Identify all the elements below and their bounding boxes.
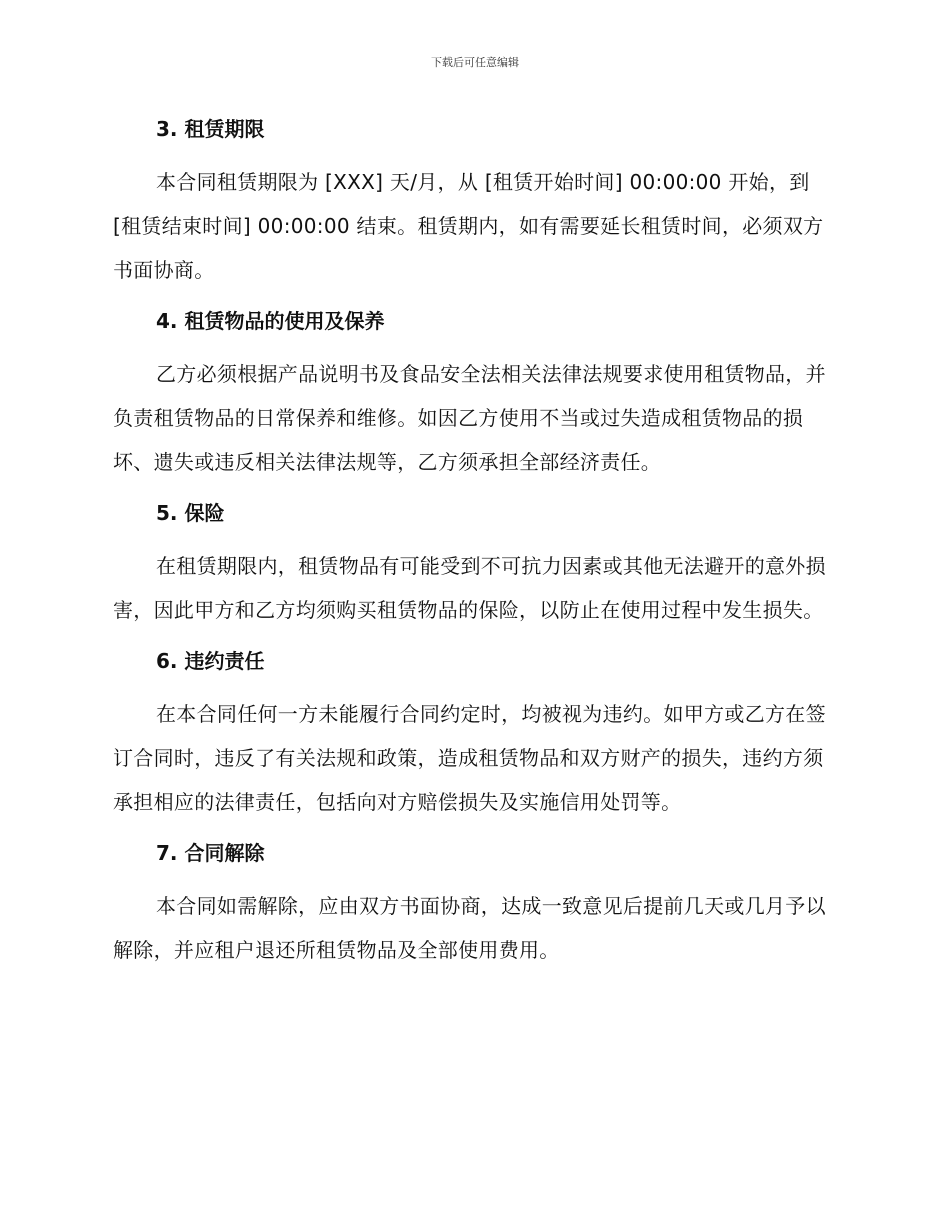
- section-paragraph: 在租赁期限内，租赁物品有可能受到不可抗力因素或其他无法避开的意外损害，因此甲方和乙方均须购买租赁物品的保险，以防止在使用过程中发生损失。: [113, 554, 826, 622]
- section-insurance: [113, 494, 835, 632]
- section-use-and-maintenance: [113, 302, 835, 484]
- section-paragraph: 乙方必须根据产品说明书及食品安全法相关法律法规要求使用租赁物品，并负责租赁物品的日常保养和维修。如因乙方使用不当或过失造成租赁物品的损坏、遗失或违反相关法律法规等，乙方须承担全部经济责任。: [113, 362, 826, 474]
- section-paragraph: 本合同租赁期限为 [XXX] 天/月，从 [租赁开始时间] 00:00:00 开始，到 [租赁结束时间] 00:00:00 结束。租赁期内，如有需要延长租赁时间，必须双方书面协商。: [113, 170, 824, 282]
- section-title: 5. 保险: [156, 501, 225, 525]
- section-title: 4. 租赁物品的使用及保养: [156, 309, 385, 333]
- section-title: 6. 违约责任: [156, 649, 265, 673]
- section-title: 7. 合同解除: [156, 841, 265, 865]
- section-termination: [113, 834, 835, 972]
- section-paragraph: 本合同如需解除，应由双方书面协商，达成一致意见后提前几天或几月予以解除，并应租户退还所租赁物品及全部使用费用。: [113, 894, 826, 962]
- section-breach-liability: [113, 642, 835, 824]
- section-title: 3. 租赁期限: [156, 117, 265, 141]
- page-header: 下载后可任意编辑: [431, 56, 519, 69]
- section-paragraph: 在本合同任何一方未能履行合同约定时，均被视为违约。如甲方或乙方在签订合同时，违反了有关法规和政策，造成租赁物品和双方财产的损失，违约方须承担相应的法律责任，包括向对方赔偿损失及实施信用处罚等。: [113, 702, 826, 814]
- document-body: [113, 110, 835, 982]
- section-lease-term: [113, 110, 835, 292]
